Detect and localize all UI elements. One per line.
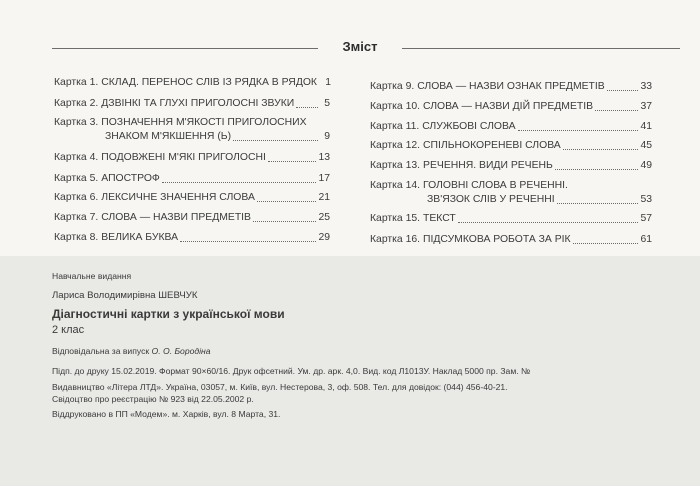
toc-entry-1 [54, 76, 330, 90]
print-info: Підп. до друку 15.02.2019. Формат 90×60/16. Друк офсетний. Ум. др. арк. 4,0. Вид. код Л1013У. Наклад 5000 пр. Зам. № [52, 366, 531, 376]
leader-dots [180, 240, 316, 242]
leader-dots [573, 242, 639, 244]
leader-dots [518, 129, 639, 131]
card-number: Картка 12. [370, 140, 421, 151]
toc-entry-6 [54, 191, 330, 205]
card-number: Картка 11. [370, 121, 420, 132]
leader-dots [257, 200, 317, 202]
author-name: Лариса Володимирівна ШЕВЧУК [52, 290, 198, 301]
entry-title: РЕЧЕННЯ. ВИДИ РЕЧЕНЬ [423, 160, 553, 171]
leader-dots [595, 109, 638, 111]
card-number: Картка 5. [54, 173, 99, 184]
leader-dots [557, 202, 639, 204]
page-number: 61 [640, 234, 652, 245]
leader-dots [607, 89, 639, 91]
printed-by: Віддруковано в ПП «Модем». м. Харків, вул. 8 Марта, 31. [52, 409, 281, 419]
card-number: Картка 8. [54, 232, 99, 243]
entry-title: ПОЗНАЧЕННЯ М'ЯКОСТІ ПРИГОЛОСНИХ [101, 117, 307, 128]
entry-title: ПОДОВЖЕНІ М'ЯКІ ПРИГОЛОСНІ [101, 152, 266, 163]
page-number: 21 [318, 192, 330, 203]
leader-dots [253, 220, 316, 222]
toc-entry-11 [370, 120, 652, 134]
registration-certificate: Свідоцтво про реєстрацію № 923 від 22.05.2002 р. [52, 394, 254, 404]
entry-title: ГОЛОВНІ СЛОВА В РЕЧЕННІ. [423, 180, 568, 191]
toc-entry-15 [370, 212, 652, 226]
toc-entry-8 [54, 231, 330, 245]
title-rule-left [52, 48, 318, 49]
responsible-line [52, 346, 211, 356]
entry-title: СЛОВА — НАЗВИ ОЗНАК ПРЕДМЕТІВ [417, 81, 605, 92]
card-number: Картка 7. [54, 212, 99, 223]
page-number: 57 [640, 213, 652, 224]
toc-entry-14 [370, 179, 652, 207]
leader-dots [555, 168, 639, 170]
leader-dots [268, 160, 317, 162]
toc-entry-7 [54, 211, 330, 225]
entry-title: ПІДСУМКОВА РОБОТА ЗА РІК [423, 234, 571, 245]
page-number: 17 [318, 173, 330, 184]
entry-title: СЛОВА — НАЗВИ ПРЕДМЕТІВ [101, 212, 251, 223]
entry-title: СЛОВА — НАЗВИ ДІЙ ПРЕДМЕТІВ [423, 101, 594, 112]
leader-dots [563, 148, 639, 150]
responsible-name: О. О. Бородіна [151, 346, 211, 356]
card-number: Картка 15. [370, 213, 421, 224]
title-rule-right [402, 48, 680, 49]
card-number: Картка 3. [54, 117, 99, 128]
entry-title: АПОСТРОФ [101, 173, 160, 184]
publisher-info: Видавництво «Літера ЛТД». Україна, 03057, м. Київ, вул. Нестерова, 3, оф. 508. Тел. для довідок: (044) 456-40-21. [52, 382, 508, 392]
toc-entry-13 [370, 159, 652, 173]
leader-dots [458, 221, 639, 223]
toc-entry-16 [370, 233, 652, 247]
entry-title: СПІЛЬНОКОРЕНЕВІ СЛОВА [423, 140, 561, 151]
card-number: Картка 13. [370, 160, 421, 171]
card-number: Картка 9. [370, 81, 415, 92]
leader-dots [233, 139, 318, 141]
page-number: 1 [325, 77, 331, 88]
page-number: 53 [640, 194, 652, 205]
toc-entry-10 [370, 100, 652, 114]
toc-entry-3 [54, 116, 330, 144]
entry-title: ДЗВІНКІ ТА ГЛУХІ ПРИГОЛОСНІ ЗВУКИ [101, 98, 295, 109]
page-number: 41 [640, 121, 652, 132]
page-number: 37 [640, 101, 652, 112]
card-number: Картка 2. [54, 98, 99, 109]
grade-label: 2 клас [52, 324, 85, 336]
toc-entry-9 [370, 80, 652, 94]
leader-dots [296, 106, 318, 108]
card-number: Картка 10. [370, 101, 421, 112]
page-number: 5 [324, 98, 330, 109]
entry-title: СЛУЖБОВІ СЛОВА [422, 121, 516, 132]
card-number: Картка 1. [54, 77, 99, 88]
page-number: 33 [640, 81, 652, 92]
entry-title: ЛЕКСИЧНЕ ЗНАЧЕННЯ СЛОВА [101, 192, 255, 203]
toc-entry-2 [54, 97, 330, 111]
card-number: Картка 6. [54, 192, 99, 203]
page-number: 9 [324, 131, 330, 142]
entry-title-continued: ЗВ'ЯЗОК СЛІВ У РЕЧЕННІ [427, 194, 555, 205]
card-number: Картка 4. [54, 152, 99, 163]
leader-dots [162, 181, 317, 183]
book-title: Діагностичні картки з української мови [52, 307, 285, 321]
page-number: 45 [640, 140, 652, 151]
edition-type: Навчальне видання [52, 271, 132, 281]
toc-entry-5 [54, 172, 330, 186]
page-number: 49 [640, 160, 652, 171]
toc-title: Зміст [342, 39, 378, 54]
responsible-label: Відповідальна за випуск [52, 346, 152, 356]
entry-title: ТЕКСТ [423, 213, 456, 224]
entry-title: ВЕЛИКА БУКВА [101, 232, 179, 243]
entry-title: СКЛАД. ПЕРЕНОС СЛІВ ІЗ РЯДКА В РЯДОК [101, 77, 317, 88]
page-number: 25 [318, 212, 330, 223]
card-number: Картка 16. [370, 234, 421, 245]
toc-entry-12 [370, 139, 652, 153]
page-number: 29 [318, 232, 330, 243]
page-number: 13 [318, 152, 330, 163]
card-number: Картка 14. [370, 180, 421, 191]
toc-header [52, 38, 680, 60]
entry-title-continued: ЗНАКОМ М'ЯКШЕННЯ (Ь) [105, 131, 232, 142]
toc-entry-4 [54, 151, 330, 165]
